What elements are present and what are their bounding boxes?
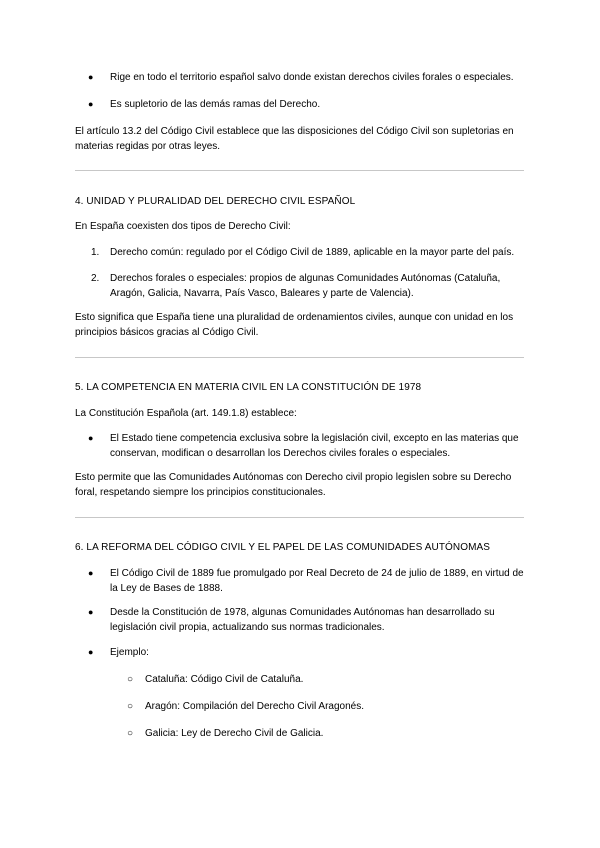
section-heading: 4. UNIDAD Y PLURALIDAD DEL DERECHO CIVIL ESPAÑOL: [75, 196, 356, 207]
sublist-item: Aragón: Compilación del Derecho Civil Aragonés.: [145, 701, 365, 712]
bullet-marker: ●: [88, 607, 94, 617]
subbullet-marker: ○: [127, 701, 134, 712]
paragraph: La Constitución Española (art. 149.1.8) establece:: [75, 408, 297, 419]
paragraph: Esto permite que las Comunidades Autónomas con Derecho civil propio legislen sobre su Derecho foral, respetando siempre los principios constitucionales.: [75, 472, 512, 498]
paragraph: El artículo 13.2 del Código Civil establece que las disposiciones del Código Civil son supletorias en materias regidas por otras leyes.: [75, 126, 514, 152]
list-item: Rige en todo el territorio español salvo donde existan derechos civiles forales o especiales.: [110, 72, 514, 83]
list-item: Desde la Constitución de 1978, algunas Comunidades Autónomas han desarrollado su legislación civil propia, actualizando sus normas tradicionales.: [110, 607, 495, 633]
paragraph: Esto significa que España tiene una pluralidad de ordenamientos civiles, aunque con unidad en los principios básicos gracias al Código Civil.: [75, 312, 514, 338]
list-item: Derechos forales o especiales: propios de algunas Comunidades Autónomas (Cataluña, Aragón, Galicia, Navarra, País Vasco, Baleares y parte de Valencia).: [110, 273, 501, 299]
list-item: El Estado tiene competencia exclusiva sobre la legislación civil, excepto en las materias que conservan, modifican o desarrollan los Derechos civiles forales o especiales.: [110, 433, 519, 459]
list-number: 2.: [91, 273, 100, 284]
divider: [75, 357, 524, 358]
list-item: Derecho común: regulado por el Código Civil de 1889, aplicable en la mayor parte del país.: [110, 247, 515, 258]
list-item: Es supletorio de las demás ramas del Derecho.: [110, 99, 321, 110]
sublist-item: Galicia: Ley de Derecho Civil de Galicia.: [145, 728, 324, 739]
list-item: El Código Civil de 1889 fue promulgado por Real Decreto de 24 de julio de 1889, en virtud de la Ley de Bases de 1888.: [110, 568, 524, 594]
bullet-marker: ●: [88, 99, 94, 109]
section-heading: 5. LA COMPETENCIA EN MATERIA CIVIL EN LA CONSTITUCIÓN DE 1978: [75, 382, 422, 393]
list-number: 1.: [91, 247, 100, 258]
bullet-marker: ●: [88, 433, 94, 443]
subbullet-marker: ○: [127, 674, 134, 685]
section-heading: 6. LA REFORMA DEL CÓDIGO CIVIL Y EL PAPEL DE LAS COMUNIDADES AUTÓNOMAS: [75, 542, 491, 553]
bullet-marker: ●: [88, 72, 94, 82]
subbullet-marker: ○: [127, 728, 134, 739]
bullet-marker: ●: [88, 647, 94, 657]
divider: [75, 170, 524, 171]
list-item: Ejemplo:: [110, 647, 149, 658]
bullet-marker: ●: [88, 568, 94, 578]
sublist-item: Cataluña: Código Civil de Cataluña.: [145, 674, 304, 685]
divider: [75, 517, 524, 518]
paragraph: En España coexisten dos tipos de Derecho Civil:: [75, 221, 291, 232]
